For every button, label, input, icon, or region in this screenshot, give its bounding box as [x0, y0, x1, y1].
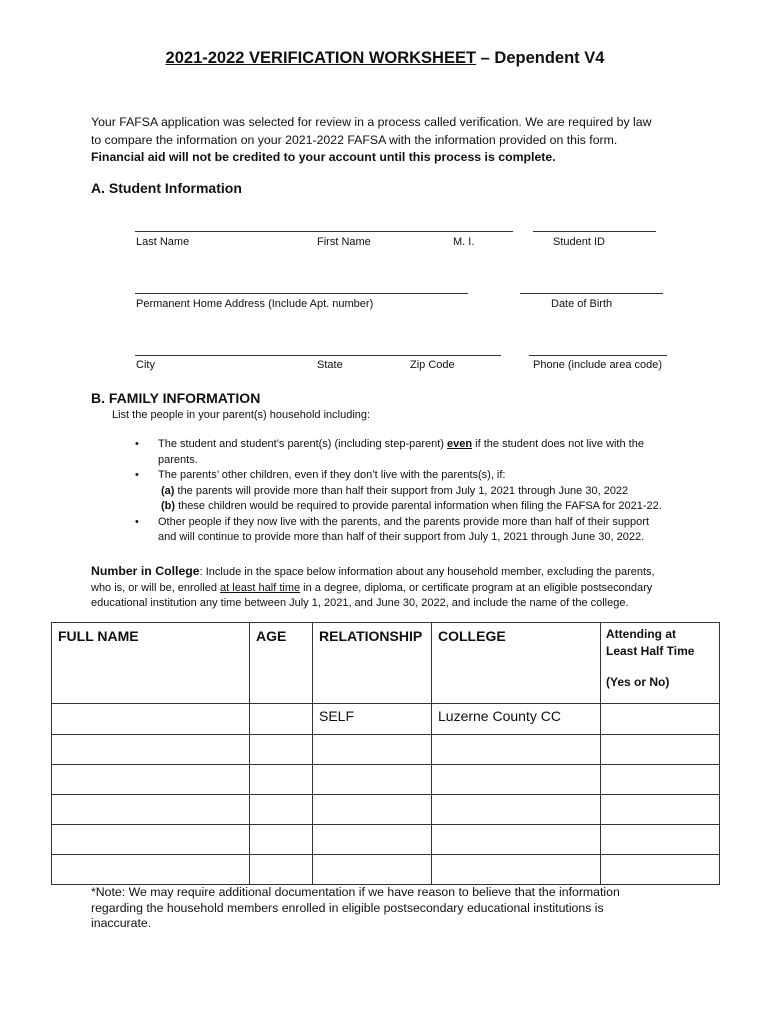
attending-line-2: Least Half Time: [606, 644, 695, 658]
table-row: [52, 855, 720, 885]
table-row: [52, 735, 720, 765]
table-row: [52, 825, 720, 855]
cell-relationship[interactable]: [313, 765, 432, 795]
cell-college[interactable]: Luzerne County CC: [432, 704, 601, 735]
header-relationship: RELATIONSHIP: [313, 623, 432, 704]
header-college: COLLEGE: [432, 623, 601, 704]
intro-line-1: Your FAFSA application was selected for review in a process called verification. We are required by law: [91, 115, 652, 129]
header-attending: [601, 623, 720, 704]
cell-full-name[interactable]: [52, 735, 250, 765]
cell-attending[interactable]: [601, 795, 720, 825]
cell-full-name[interactable]: [52, 855, 250, 885]
section-b-heading: B. FAMILY INFORMATION: [91, 390, 261, 406]
cell-attending[interactable]: [601, 825, 720, 855]
dob-input-line[interactable]: [520, 293, 663, 294]
cell-college[interactable]: [432, 825, 601, 855]
note-line-2: regarding the household members enrolled in eligible postsecondary educational institutions is: [91, 900, 604, 915]
bullet1-emphasis: even: [447, 438, 473, 450]
cell-age[interactable]: [250, 795, 313, 825]
cell-relationship[interactable]: [313, 825, 432, 855]
first-name-label: First Name: [317, 236, 371, 248]
household-college-table: [51, 622, 720, 885]
cell-college[interactable]: [432, 735, 601, 765]
name-input-line[interactable]: [135, 231, 513, 232]
page-title: [0, 49, 770, 68]
cell-full-name[interactable]: [52, 825, 250, 855]
bullet2-a-label: (a): [161, 484, 175, 497]
bullet-item: [135, 437, 695, 468]
nic-line-3: educational institution any time between July 1, 2021, and June 30, 2022, and include the name of the college.: [91, 597, 629, 609]
bullet2-b-label: (b): [161, 500, 176, 512]
address-input-line[interactable]: [135, 293, 468, 294]
cell-age[interactable]: [250, 765, 313, 795]
header-age: AGE: [250, 623, 313, 704]
city-label: City: [136, 359, 155, 371]
nic-line-1: : Include in the space below information about any household member, excluding the parents,: [199, 566, 655, 578]
cell-relationship[interactable]: [313, 855, 432, 885]
attending-line-3: (Yes or No): [606, 675, 670, 689]
bullet1-text-post: if the student does not live with the: [472, 438, 644, 450]
number-in-college-label: Number in College: [91, 564, 200, 578]
bullet1-text: The student and student’s parent(s) (including step-parent): [158, 438, 448, 450]
cell-relationship[interactable]: [313, 795, 432, 825]
bullet3-text: Other people if they now live with the parents, and the parents provide more than half of their support: [158, 515, 650, 528]
cell-age[interactable]: [250, 855, 313, 885]
student-id-input-line[interactable]: [533, 231, 656, 232]
cell-attending[interactable]: [601, 704, 720, 735]
section-a-heading: A. Student Information: [91, 180, 242, 196]
household-bullets: [135, 437, 695, 546]
state-label: State: [317, 359, 343, 371]
cell-attending[interactable]: [601, 765, 720, 795]
bullet-item: [135, 515, 695, 546]
table-row: [52, 795, 720, 825]
table-header-row: [52, 623, 720, 704]
cell-college[interactable]: [432, 855, 601, 885]
note-line-3: inaccurate.: [91, 916, 152, 930]
nic-line-2-pre: who is, or will be, enrolled: [91, 581, 221, 594]
dob-label: Date of Birth: [551, 298, 613, 310]
cell-full-name[interactable]: [52, 765, 250, 795]
middle-initial-label: M. I.: [453, 236, 475, 248]
bullet-item: [135, 468, 695, 515]
bullet2-text: The parents’ other children, even if they don’t live with the parents(s), if:: [158, 469, 506, 481]
bullet1-continuation: parents.: [158, 453, 198, 466]
cell-full-name[interactable]: [52, 704, 250, 735]
cell-attending[interactable]: [601, 855, 720, 885]
nic-line-2-post: in a degree, diploma, or certificate program at an eligible postsecondary: [300, 581, 653, 594]
city-state-zip-input-line[interactable]: [135, 355, 501, 356]
cell-attending[interactable]: [601, 735, 720, 765]
cell-college[interactable]: [432, 765, 601, 795]
header-full-name: FULL NAME: [52, 623, 250, 704]
cell-age[interactable]: [250, 704, 313, 735]
address-label: Permanent Home Address (Include Apt. number): [136, 298, 374, 310]
nic-line-2-emphasis: at least half time: [220, 581, 301, 594]
intro-line-3: Financial aid will not be credited to your account until this process is complete.: [91, 150, 556, 164]
section-b-subheading: List the people in your parent(s) household including:: [112, 409, 371, 421]
cell-age[interactable]: [250, 735, 313, 765]
cell-age[interactable]: [250, 825, 313, 855]
title-main: 2021-2022 VERIFICATION WORKSHEET: [165, 49, 477, 67]
bullet2-a-text: the parents will provide more than half their support from July 1, 2021 through June 30, 2022: [174, 484, 629, 497]
cell-full-name[interactable]: [52, 795, 250, 825]
phone-label: Phone (include area code): [533, 359, 663, 371]
table-row: [52, 704, 720, 735]
footnote: [91, 885, 671, 932]
phone-input-line[interactable]: [529, 355, 667, 356]
student-id-label: Student ID: [553, 236, 605, 248]
bullet3-continuation: and will continue to provide more than half of their support from July 1, 2021 through June 30, 2022.: [158, 531, 645, 543]
cell-relationship[interactable]: [313, 735, 432, 765]
note-line-1: *Note: We may require additional documentation if we have reason to believe that the information: [91, 885, 620, 899]
title-suffix: – Dependent V4: [476, 49, 605, 67]
attending-line-1: Attending at: [606, 627, 676, 641]
cell-relationship[interactable]: SELF: [313, 704, 432, 735]
intro-paragraph: [91, 114, 691, 167]
table-row: [52, 765, 720, 795]
cell-college[interactable]: [432, 795, 601, 825]
number-in-college-paragraph: [91, 564, 691, 612]
intro-line-2: to compare the information on your 2021-2022 FAFSA with the information provided on this form.: [91, 132, 618, 147]
zip-label: Zip Code: [410, 359, 455, 371]
last-name-label: Last Name: [136, 236, 190, 248]
bullet2-b-text: these children would be required to provide parental information when filing the FAFSA for 2021-22.: [175, 500, 662, 512]
